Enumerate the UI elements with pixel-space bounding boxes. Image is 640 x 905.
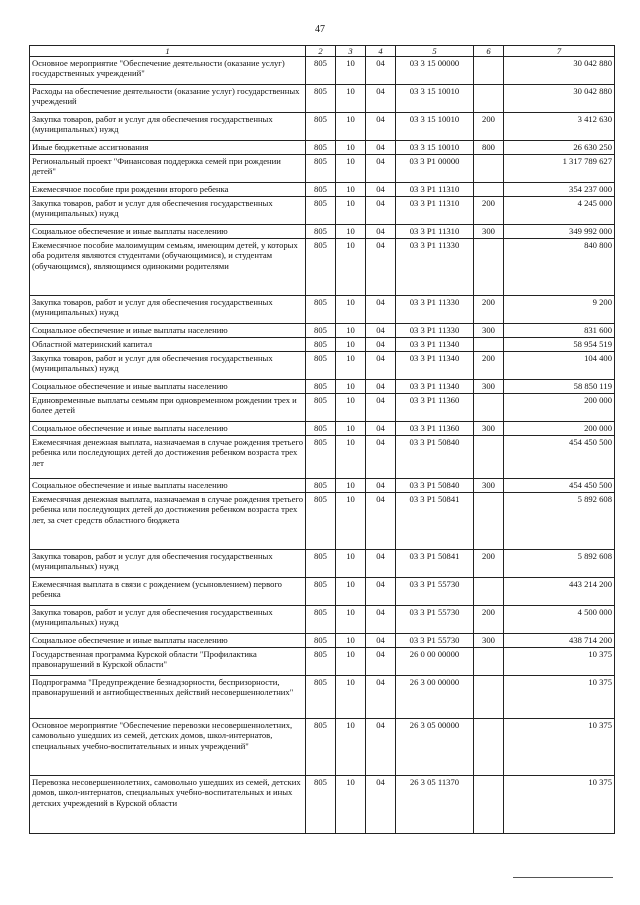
row-amount-cell: 5 892 608 bbox=[504, 493, 615, 550]
row-code-cell: 805 bbox=[306, 676, 336, 719]
row-amount-cell: 840 800 bbox=[504, 239, 615, 296]
row-code-cell: 805 bbox=[306, 352, 336, 380]
row-section-cell: 10 bbox=[336, 479, 366, 493]
row-section-cell: 10 bbox=[336, 394, 366, 422]
table-row bbox=[30, 296, 615, 324]
row-name-cell: Социальное обеспечение и иные выплаты населению bbox=[30, 324, 306, 338]
row-section-cell: 10 bbox=[336, 776, 366, 834]
row-code-cell: 805 bbox=[306, 606, 336, 634]
table-row bbox=[30, 776, 615, 834]
row-name-cell: Социальное обеспечение и иные выплаты населению bbox=[30, 479, 306, 493]
row-section-cell: 10 bbox=[336, 380, 366, 394]
row-target-cell: 03 3 15 10010 bbox=[396, 85, 474, 113]
row-section-cell: 10 bbox=[336, 338, 366, 352]
table-header-row bbox=[30, 46, 615, 57]
row-section-cell: 10 bbox=[336, 296, 366, 324]
row-name-cell: Подпрограмма "Предупреждение безнадзорности, беспризорности, правонарушений и антиобщественных действий несовершеннолетних" bbox=[30, 676, 306, 719]
row-target-cell: 03 3 P1 11360 bbox=[396, 394, 474, 422]
row-amount-cell: 10 375 bbox=[504, 719, 615, 776]
table-row bbox=[30, 57, 615, 85]
row-name-cell: Иные бюджетные ассигнования bbox=[30, 141, 306, 155]
row-target-cell: 26 0 00 00000 bbox=[396, 648, 474, 676]
row-amount-cell: 349 992 000 bbox=[504, 225, 615, 239]
table-row bbox=[30, 197, 615, 225]
row-code-cell: 805 bbox=[306, 113, 336, 141]
row-code-cell: 805 bbox=[306, 85, 336, 113]
row-target-cell: 03 3 P1 11360 bbox=[396, 422, 474, 436]
row-subsection-cell: 04 bbox=[366, 57, 396, 85]
row-code-cell: 805 bbox=[306, 394, 336, 422]
column-header: 3 bbox=[336, 46, 366, 57]
row-subsection-cell: 04 bbox=[366, 394, 396, 422]
row-code-cell: 805 bbox=[306, 719, 336, 776]
row-code-cell: 805 bbox=[306, 197, 336, 225]
table-row bbox=[30, 338, 615, 352]
table-row bbox=[30, 634, 615, 648]
column-header: 2 bbox=[306, 46, 336, 57]
row-section-cell: 10 bbox=[336, 239, 366, 296]
row-target-cell: 03 3 P1 55730 bbox=[396, 578, 474, 606]
row-subsection-cell: 04 bbox=[366, 85, 396, 113]
row-amount-cell: 354 237 000 bbox=[504, 183, 615, 197]
row-expense-type-cell: 200 bbox=[474, 197, 504, 225]
row-target-cell: 03 3 P1 50840 bbox=[396, 436, 474, 479]
row-code-cell: 805 bbox=[306, 183, 336, 197]
row-expense-type-cell: 800 bbox=[474, 141, 504, 155]
row-expense-type-cell: 300 bbox=[474, 225, 504, 239]
row-name-cell: Основное мероприятие "Обеспечение перевозки несовершеннолетних, самовольно ушедших из семей, детских домов, школ-интернатов, специальных учебно-воспитательных и иных учреждений" bbox=[30, 719, 306, 776]
row-target-cell: 03 3 P1 11330 bbox=[396, 324, 474, 338]
row-subsection-cell: 04 bbox=[366, 719, 396, 776]
row-amount-cell: 454 450 500 bbox=[504, 436, 615, 479]
row-amount-cell: 200 000 bbox=[504, 394, 615, 422]
row-amount-cell: 58 850 119 bbox=[504, 380, 615, 394]
row-code-cell: 805 bbox=[306, 225, 336, 239]
row-name-cell: Социальное обеспечение и иные выплаты населению bbox=[30, 634, 306, 648]
row-subsection-cell: 04 bbox=[366, 141, 396, 155]
row-name-cell: Перевозка несовершеннолетних, самовольно ушедших из семей, детских домов, школ-интернатов, специальных учебно-воспитательных и иных детских учреждений в Курской области bbox=[30, 776, 306, 834]
row-amount-cell: 5 892 608 bbox=[504, 550, 615, 578]
row-expense-type-cell: 300 bbox=[474, 422, 504, 436]
row-target-cell: 03 3 P1 11310 bbox=[396, 225, 474, 239]
row-amount-cell: 10 375 bbox=[504, 776, 615, 834]
row-subsection-cell: 04 bbox=[366, 648, 396, 676]
row-amount-cell: 10 375 bbox=[504, 676, 615, 719]
row-name-cell: Закупка товаров, работ и услуг для обеспечения государственных (муниципальных) нужд bbox=[30, 606, 306, 634]
row-subsection-cell: 04 bbox=[366, 296, 396, 324]
row-section-cell: 10 bbox=[336, 141, 366, 155]
row-target-cell: 03 3 15 00000 bbox=[396, 57, 474, 85]
row-expense-type-cell bbox=[474, 676, 504, 719]
row-target-cell: 03 3 P1 11340 bbox=[396, 338, 474, 352]
row-subsection-cell: 04 bbox=[366, 338, 396, 352]
row-subsection-cell: 04 bbox=[366, 324, 396, 338]
row-section-cell: 10 bbox=[336, 676, 366, 719]
row-section-cell: 10 bbox=[336, 324, 366, 338]
row-expense-type-cell: 300 bbox=[474, 324, 504, 338]
row-subsection-cell: 04 bbox=[366, 113, 396, 141]
row-amount-cell: 200 000 bbox=[504, 422, 615, 436]
row-amount-cell: 4 500 000 bbox=[504, 606, 615, 634]
table-body bbox=[30, 57, 615, 834]
row-subsection-cell: 04 bbox=[366, 183, 396, 197]
row-expense-type-cell bbox=[474, 57, 504, 85]
row-target-cell: 03 3 P1 11330 bbox=[396, 296, 474, 324]
row-section-cell: 10 bbox=[336, 436, 366, 479]
column-header: 1 bbox=[30, 46, 306, 57]
row-expense-type-cell bbox=[474, 719, 504, 776]
row-name-cell: Ежемесячное пособие при рождении второго ребенка bbox=[30, 183, 306, 197]
table-row bbox=[30, 550, 615, 578]
row-subsection-cell: 04 bbox=[366, 225, 396, 239]
table-row bbox=[30, 352, 615, 380]
row-expense-type-cell bbox=[474, 436, 504, 479]
row-amount-cell: 438 714 200 bbox=[504, 634, 615, 648]
row-section-cell: 10 bbox=[336, 85, 366, 113]
row-target-cell: 03 3 P1 50841 bbox=[396, 493, 474, 550]
row-subsection-cell: 04 bbox=[366, 578, 396, 606]
row-target-cell: 03 3 P1 50841 bbox=[396, 550, 474, 578]
row-subsection-cell: 04 bbox=[366, 155, 396, 183]
row-code-cell: 805 bbox=[306, 578, 336, 606]
row-amount-cell: 30 042 880 bbox=[504, 85, 615, 113]
table-row bbox=[30, 113, 615, 141]
row-subsection-cell: 04 bbox=[366, 422, 396, 436]
row-code-cell: 805 bbox=[306, 239, 336, 296]
page-number: 47 bbox=[315, 24, 325, 35]
column-header: 6 bbox=[474, 46, 504, 57]
budget-table bbox=[29, 45, 615, 834]
row-expense-type-cell bbox=[474, 338, 504, 352]
row-expense-type-cell bbox=[474, 578, 504, 606]
row-expense-type-cell bbox=[474, 239, 504, 296]
table-row bbox=[30, 394, 615, 422]
row-code-cell: 805 bbox=[306, 141, 336, 155]
row-section-cell: 10 bbox=[336, 422, 366, 436]
row-amount-cell: 831 600 bbox=[504, 324, 615, 338]
row-section-cell: 10 bbox=[336, 648, 366, 676]
row-expense-type-cell bbox=[474, 183, 504, 197]
row-target-cell: 03 3 P1 55730 bbox=[396, 606, 474, 634]
row-target-cell: 26 3 05 00000 bbox=[396, 719, 474, 776]
table-row bbox=[30, 648, 615, 676]
row-expense-type-cell bbox=[474, 776, 504, 834]
table-row bbox=[30, 676, 615, 719]
row-section-cell: 10 bbox=[336, 606, 366, 634]
row-section-cell: 10 bbox=[336, 493, 366, 550]
row-expense-type-cell: 300 bbox=[474, 479, 504, 493]
row-code-cell: 805 bbox=[306, 57, 336, 85]
row-target-cell: 26 3 05 11370 bbox=[396, 776, 474, 834]
row-subsection-cell: 04 bbox=[366, 676, 396, 719]
row-amount-cell: 454 450 500 bbox=[504, 479, 615, 493]
row-amount-cell: 443 214 200 bbox=[504, 578, 615, 606]
row-code-cell: 805 bbox=[306, 380, 336, 394]
row-code-cell: 805 bbox=[306, 634, 336, 648]
table-row bbox=[30, 141, 615, 155]
table-row bbox=[30, 324, 615, 338]
row-target-cell: 03 3 15 10010 bbox=[396, 113, 474, 141]
row-section-cell: 10 bbox=[336, 57, 366, 85]
row-subsection-cell: 04 bbox=[366, 606, 396, 634]
row-name-cell: Закупка товаров, работ и услуг для обеспечения государственных (муниципальных) нужд bbox=[30, 352, 306, 380]
column-header: 7 bbox=[504, 46, 615, 57]
row-section-cell: 10 bbox=[336, 352, 366, 380]
row-subsection-cell: 04 bbox=[366, 550, 396, 578]
row-amount-cell: 30 042 880 bbox=[504, 57, 615, 85]
row-code-cell: 805 bbox=[306, 422, 336, 436]
row-name-cell: Ежемесячная денежная выплата, назначаемая в случае рождения третьего ребенка или последующих детей до достижения ребенком возраста трех лет bbox=[30, 436, 306, 479]
row-name-cell: Ежемесячное пособие малоимущим семьям, имеющим детей, у которых оба родителя являются студентами (обучающимися), и студентам (обучающимся), являющимся одинокими родителями bbox=[30, 239, 306, 296]
row-name-cell: Закупка товаров, работ и услуг для обеспечения государственных (муниципальных) нужд bbox=[30, 197, 306, 225]
row-expense-type-cell bbox=[474, 493, 504, 550]
row-section-cell: 10 bbox=[336, 225, 366, 239]
row-target-cell: 26 3 00 00000 bbox=[396, 676, 474, 719]
row-code-cell: 805 bbox=[306, 776, 336, 834]
row-name-cell: Региональный проект "Финансовая поддержка семей при рождении детей" bbox=[30, 155, 306, 183]
table-row bbox=[30, 239, 615, 296]
row-expense-type-cell: 300 bbox=[474, 634, 504, 648]
row-subsection-cell: 04 bbox=[366, 493, 396, 550]
table-row bbox=[30, 85, 615, 113]
row-section-cell: 10 bbox=[336, 578, 366, 606]
row-amount-cell: 4 245 000 bbox=[504, 197, 615, 225]
row-name-cell: Основное мероприятие "Обеспечение деятельности (оказание услуг) государственных учреждений" bbox=[30, 57, 306, 85]
row-expense-type-cell: 200 bbox=[474, 296, 504, 324]
row-section-cell: 10 bbox=[336, 183, 366, 197]
table-row bbox=[30, 719, 615, 776]
row-subsection-cell: 04 bbox=[366, 380, 396, 394]
table-row bbox=[30, 155, 615, 183]
row-section-cell: 10 bbox=[336, 113, 366, 141]
row-target-cell: 03 3 P1 50840 bbox=[396, 479, 474, 493]
table-row bbox=[30, 479, 615, 493]
table-row bbox=[30, 606, 615, 634]
table-row bbox=[30, 578, 615, 606]
row-name-cell: Закупка товаров, работ и услуг для обеспечения государственных (муниципальных) нужд bbox=[30, 113, 306, 141]
row-code-cell: 805 bbox=[306, 436, 336, 479]
row-subsection-cell: 04 bbox=[366, 776, 396, 834]
row-target-cell: 03 3 P1 11310 bbox=[396, 197, 474, 225]
row-expense-type-cell: 200 bbox=[474, 352, 504, 380]
row-subsection-cell: 04 bbox=[366, 479, 396, 493]
row-target-cell: 03 3 P1 11330 bbox=[396, 239, 474, 296]
row-code-cell: 805 bbox=[306, 550, 336, 578]
row-amount-cell: 58 954 519 bbox=[504, 338, 615, 352]
row-expense-type-cell: 200 bbox=[474, 550, 504, 578]
row-code-cell: 805 bbox=[306, 338, 336, 352]
row-amount-cell: 104 400 bbox=[504, 352, 615, 380]
row-code-cell: 805 bbox=[306, 479, 336, 493]
row-name-cell: Закупка товаров, работ и услуг для обеспечения государственных (муниципальных) нужд bbox=[30, 550, 306, 578]
row-subsection-cell: 04 bbox=[366, 352, 396, 380]
footer-rule bbox=[513, 877, 613, 878]
row-name-cell: Ежемесячная выплата в связи с рождением (усыновлением) первого ребенка bbox=[30, 578, 306, 606]
row-section-cell: 10 bbox=[336, 634, 366, 648]
column-header: 4 bbox=[366, 46, 396, 57]
row-name-cell: Социальное обеспечение и иные выплаты населению bbox=[30, 225, 306, 239]
row-name-cell: Государственная программа Курской области "Профилактика правонарушений в Курской области" bbox=[30, 648, 306, 676]
row-target-cell: 03 3 P1 11340 bbox=[396, 352, 474, 380]
row-name-cell: Закупка товаров, работ и услуг для обеспечения государственных (муниципальных) нужд bbox=[30, 296, 306, 324]
row-code-cell: 805 bbox=[306, 296, 336, 324]
row-amount-cell: 10 375 bbox=[504, 648, 615, 676]
table-row bbox=[30, 380, 615, 394]
row-section-cell: 10 bbox=[336, 550, 366, 578]
table-row bbox=[30, 183, 615, 197]
row-name-cell: Социальное обеспечение и иные выплаты населению bbox=[30, 380, 306, 394]
row-target-cell: 03 3 P1 00000 bbox=[396, 155, 474, 183]
row-target-cell: 03 3 P1 11340 bbox=[396, 380, 474, 394]
row-code-cell: 805 bbox=[306, 324, 336, 338]
row-target-cell: 03 3 15 10010 bbox=[396, 141, 474, 155]
column-header: 5 bbox=[396, 46, 474, 57]
row-subsection-cell: 04 bbox=[366, 197, 396, 225]
row-code-cell: 805 bbox=[306, 648, 336, 676]
row-amount-cell: 9 200 bbox=[504, 296, 615, 324]
row-expense-type-cell: 200 bbox=[474, 606, 504, 634]
row-section-cell: 10 bbox=[336, 719, 366, 776]
row-name-cell: Единовременные выплаты семьям при одновременном рождении трех и более детей bbox=[30, 394, 306, 422]
row-name-cell: Ежемесячная денежная выплата, назначаемая в случае рождения третьего ребенка или последующих детей до достижения ребенком возраста трех лет, за счет средств областного бюджета bbox=[30, 493, 306, 550]
row-expense-type-cell bbox=[474, 155, 504, 183]
row-code-cell: 805 bbox=[306, 155, 336, 183]
row-name-cell: Областной материнский капитал bbox=[30, 338, 306, 352]
row-target-cell: 03 3 P1 55730 bbox=[396, 634, 474, 648]
row-subsection-cell: 04 bbox=[366, 239, 396, 296]
row-section-cell: 10 bbox=[336, 197, 366, 225]
row-code-cell: 805 bbox=[306, 493, 336, 550]
table-row bbox=[30, 436, 615, 479]
table-row bbox=[30, 493, 615, 550]
row-expense-type-cell bbox=[474, 85, 504, 113]
table-row bbox=[30, 422, 615, 436]
row-expense-type-cell: 200 bbox=[474, 113, 504, 141]
row-section-cell: 10 bbox=[336, 155, 366, 183]
row-expense-type-cell bbox=[474, 394, 504, 422]
row-expense-type-cell bbox=[474, 648, 504, 676]
row-target-cell: 03 3 P1 11310 bbox=[396, 183, 474, 197]
row-amount-cell: 26 630 250 bbox=[504, 141, 615, 155]
row-subsection-cell: 04 bbox=[366, 436, 396, 479]
row-amount-cell: 1 317 789 627 bbox=[504, 155, 615, 183]
row-expense-type-cell: 300 bbox=[474, 380, 504, 394]
row-subsection-cell: 04 bbox=[366, 634, 396, 648]
row-name-cell: Социальное обеспечение и иные выплаты населению bbox=[30, 422, 306, 436]
row-name-cell: Расходы на обеспечение деятельности (оказание услуг) государственных учреждений bbox=[30, 85, 306, 113]
row-amount-cell: 3 412 630 bbox=[504, 113, 615, 141]
table-row bbox=[30, 225, 615, 239]
